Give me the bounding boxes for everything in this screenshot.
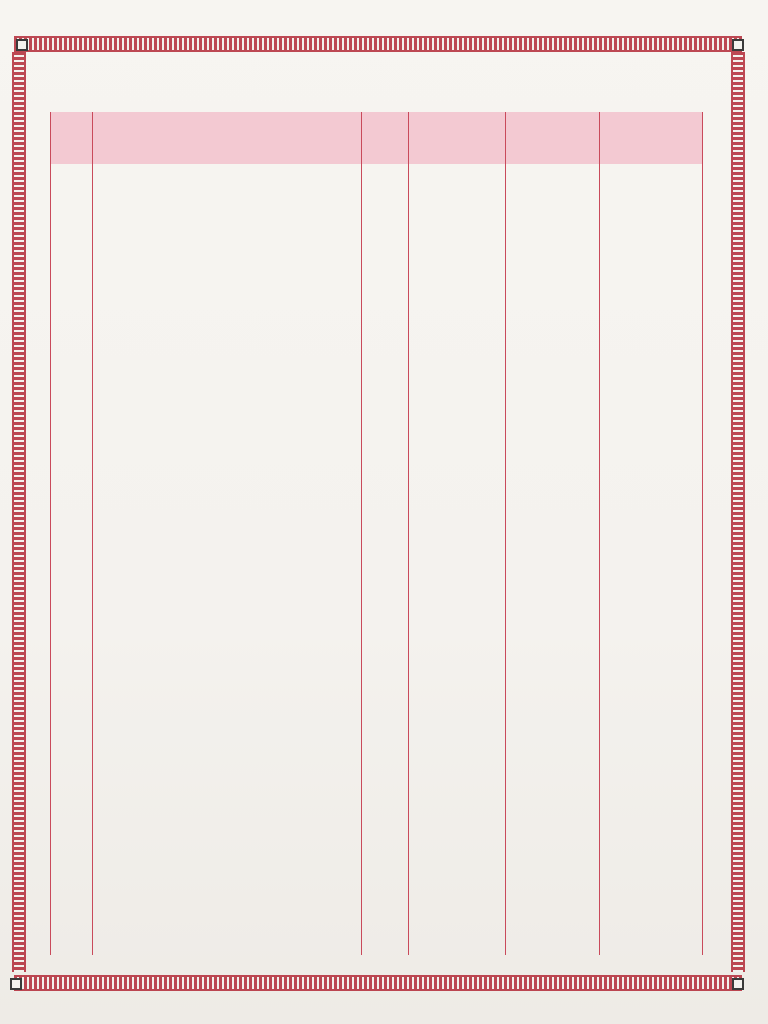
decorative-border-bottom [14,975,742,991]
decorative-border-right [731,52,745,972]
column-divider [408,112,409,955]
column-divider [361,112,362,955]
corner-square-icon [16,39,28,51]
column-divider [599,112,600,955]
header-remarks [599,112,703,164]
column-divider [702,112,703,955]
decorative-border-left [12,52,26,972]
header-page [361,112,408,164]
index-table [50,112,703,955]
column-divider [505,112,506,955]
header-sno [50,112,92,164]
header-name [92,112,361,164]
column-divider [92,112,93,955]
decorative-border-top [14,36,742,52]
corner-square-icon [10,978,22,990]
header-date-experiment [408,112,505,164]
corner-square-icon [732,978,744,990]
corner-square-icon [732,39,744,51]
column-divider [50,112,51,955]
header-date-submission [505,112,599,164]
